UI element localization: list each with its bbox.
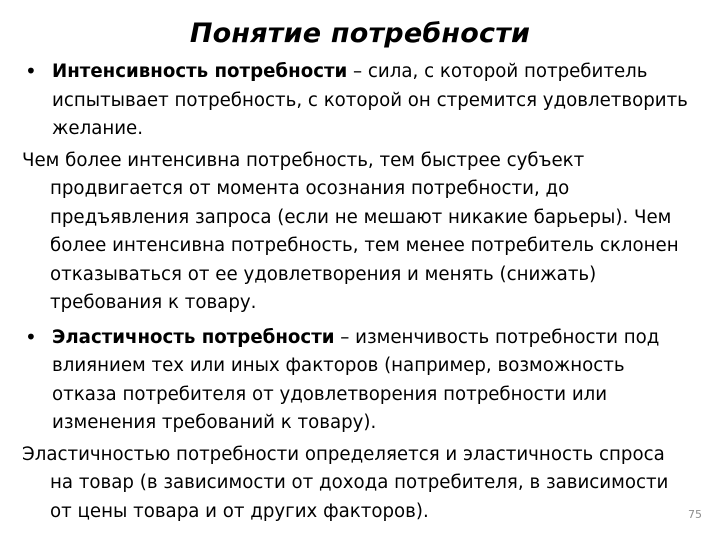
paragraph-intensity <box>22 58 702 144</box>
paragraph-line: от цены товара и от других факторов). <box>50 500 429 522</box>
paragraph-line: изменения требований к товару). <box>52 412 377 433</box>
page-number: 75 <box>688 508 702 521</box>
paragraph-line <box>52 324 702 353</box>
definition-text: – сила, с которой потребитель <box>347 61 648 82</box>
slide-content <box>22 58 702 526</box>
definition-text: – изменчивость потребности под <box>334 326 660 348</box>
paragraph-line: отказываться от ее удовлетворения и менять (снижать) <box>50 263 597 285</box>
slide-title: Понятие потребности <box>189 18 531 49</box>
paragraph-line: Чем более интенсивна потребность, тем быстрее субъект <box>22 149 585 171</box>
paragraph-line: предъявления запроса (если не мешают никакие барьеры). Чем <box>50 206 672 228</box>
paragraph-line: желание. <box>52 118 144 139</box>
term-elasticity: Эластичность потребности <box>52 326 335 348</box>
paragraph-elasticity <box>22 324 702 438</box>
paragraph-line <box>52 58 702 87</box>
paragraph-line: требования к товару. <box>50 292 257 313</box>
paragraph-line: на товар (в зависимости от дохода потребителя, в зависимости <box>50 472 669 493</box>
paragraph-line: Эластичностью потребности определяется и эластичность спроса <box>22 443 665 465</box>
paragraph-line: более интенсивна потребность, тем менее потребитель склонен <box>50 235 679 256</box>
term-intensity: Интенсивность потребности <box>52 61 348 82</box>
paragraph-line: отказа потребителя от удовлетворения потребности или <box>52 383 608 405</box>
paragraph-line: влиянием тех или иных факторов (например, возможность <box>52 355 625 376</box>
bullet-icon: • <box>25 324 37 349</box>
paragraph-intensity-explanation <box>22 147 702 318</box>
paragraph-elasticity-explanation <box>22 441 702 527</box>
paragraph-line: продвигается от момента осознания потребности, до <box>50 178 570 199</box>
bullet-icon: • <box>25 59 37 83</box>
paragraph-line: испытывает потребность, с которой он стремится удовлетворить <box>52 89 688 111</box>
